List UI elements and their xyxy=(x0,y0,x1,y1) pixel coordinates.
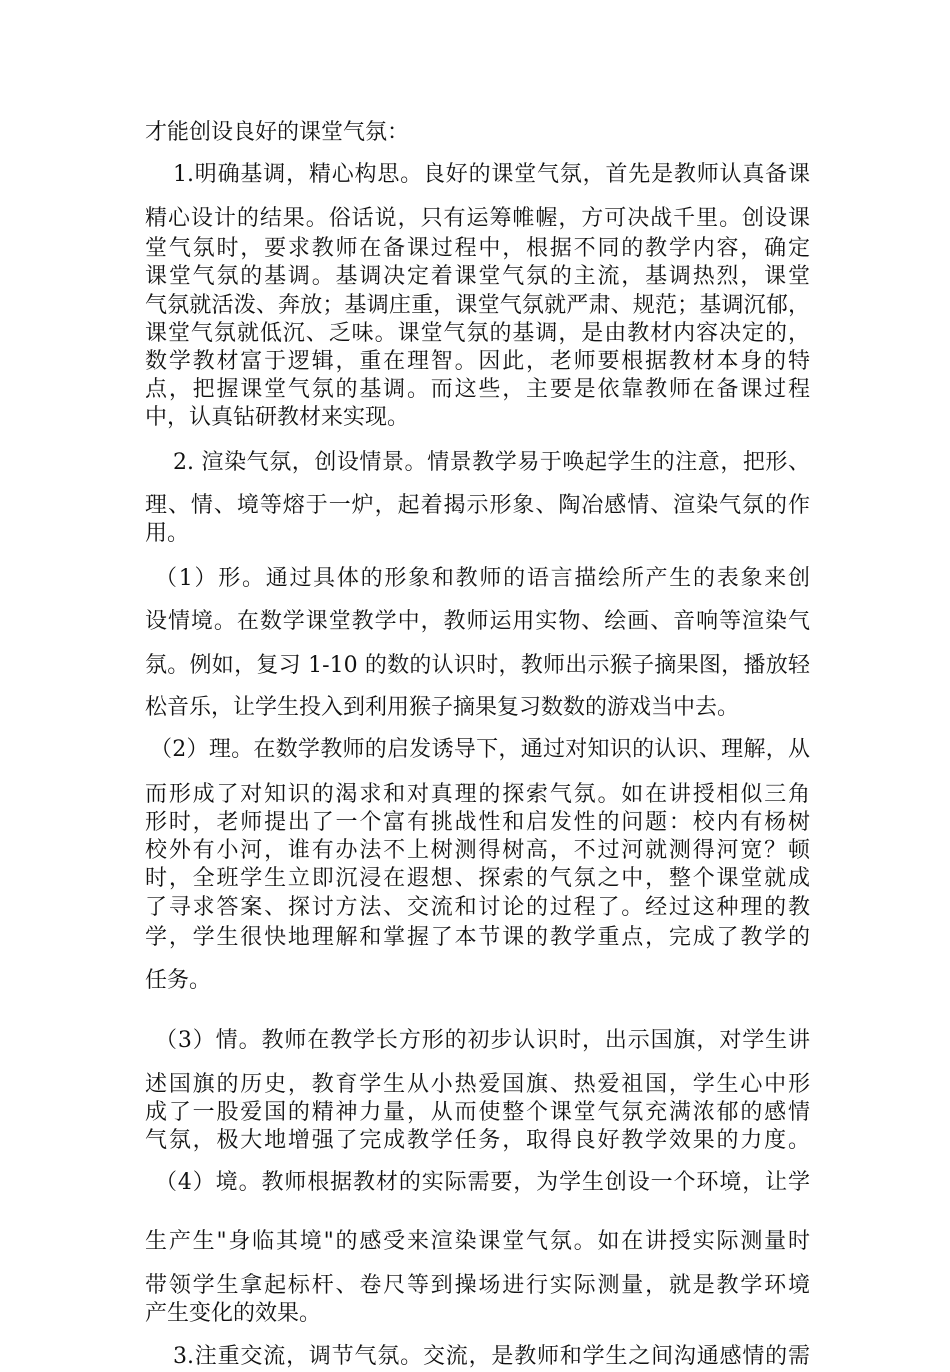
text-line: 设情境。在数学课堂教学中，教师运用实物、绘画、音响等渲染气 xyxy=(145,609,810,634)
text-line: 2. 渲染气氛，创设情景。情景教学易于唤起学生的注意，把形、 xyxy=(173,450,810,475)
text-line: （2）理。在数学教师的启发诱导下，通过对知识的认识、理解，从 xyxy=(150,737,810,762)
text-line: 点，把握课堂气氛的基调。而这些，主要是依靠教师在备课过程 xyxy=(145,377,810,402)
text-line: 气氛就活泼、奔放；基调庄重，课堂气氛就严肃、规范；基调沉郁， xyxy=(145,293,810,318)
text-line: 校外有小河，谁有办法不上树测得树高，不过河就测得河宽？顿 xyxy=(145,838,810,863)
text-line: 学，学生很快地理解和掌握了本节课的教学重点，完成了教学的 xyxy=(145,925,810,950)
text-line: 课堂气氛就低沉、乏味。课堂气氛的基调，是由教材内容决定的， xyxy=(145,321,810,346)
text-line: 气氛，极大地增强了完成教学任务，取得良好教学效果的力度。 xyxy=(145,1128,810,1153)
text-line: （1）形。通过具体的形象和教师的语言描绘所产生的表象来创 xyxy=(155,566,810,591)
text-line: 氛。例如，复习 1-10 的数的认识时，教师出示猴子摘果图，播放轻 xyxy=(145,653,810,678)
text-line: 中，认真钻研教材来实现。 xyxy=(145,405,410,430)
text-line: 堂气氛时，要求教师在备课过程中，根据不同的教学内容，确定 xyxy=(145,236,810,261)
text-line: 才能创设良好的课堂气氛： xyxy=(145,120,410,145)
text-line: 数学教材富于逻辑，重在理智。因此，老师要根据教材本身的特 xyxy=(145,349,810,374)
text-line: 用。 xyxy=(145,521,190,546)
text-line: 成了一股爱国的精神力量，从而使整个课堂气氛充满浓郁的感情 xyxy=(145,1100,810,1125)
text-line: 形时，老师提出了一个富有挑战性和启发性的问题：校内有杨树 xyxy=(145,810,810,835)
text-line: 而形成了对知识的渴求和对真理的探索气氛。如在讲授相似三角 xyxy=(145,782,810,807)
text-line: 任务。 xyxy=(145,968,212,993)
text-line: 理、情、境等熔于一炉，起着揭示形象、陶冶感情、渲染气氛的作 xyxy=(145,493,810,518)
text-line: 松音乐，让学生投入到利用猴子摘果复习数数的游戏当中去。 xyxy=(145,695,740,720)
text-line: 1.明确基调，精心构思。良好的课堂气氛，首先是教师认真备课 xyxy=(173,162,810,187)
text-line: 述国旗的历史，教育学生从小热爱国旗、热爱祖国，学生心中形 xyxy=(145,1072,810,1097)
text-line: （4）境。教师根据教材的实际需要，为学生创设一个环境，让学 xyxy=(155,1170,810,1195)
text-line: 课堂气氛的基调。基调决定着课堂气氛的主流，基调热烈，课堂 xyxy=(145,264,810,289)
text-line: 了寻求答案、探讨方法、交流和讨论的过程了。经过这种理的教 xyxy=(145,895,810,920)
text-line: 3.注重交流，调节气氛。交流，是教师和学生之间沟通感情的需 xyxy=(173,1344,810,1369)
text-line: 时，全班学生立即沉浸在遐想、探索的气氛之中，整个课堂就成 xyxy=(145,866,810,891)
text-line: （3）情。教师在教学长方形的初步认识时，出示国旗，对学生讲 xyxy=(155,1028,810,1053)
text-line: 产生变化的效果。 xyxy=(145,1301,322,1326)
text-line: 生产生"身临其境"的感受来渲染课堂气氛。如在讲授实际测量时 xyxy=(145,1229,810,1254)
text-line: 精心设计的结果。俗话说，只有运筹帷幄，方可决战千里。创设课 xyxy=(145,206,810,231)
text-line: 带领学生拿起标杆、卷尺等到操场进行实际测量，就是教学环境 xyxy=(145,1273,810,1298)
